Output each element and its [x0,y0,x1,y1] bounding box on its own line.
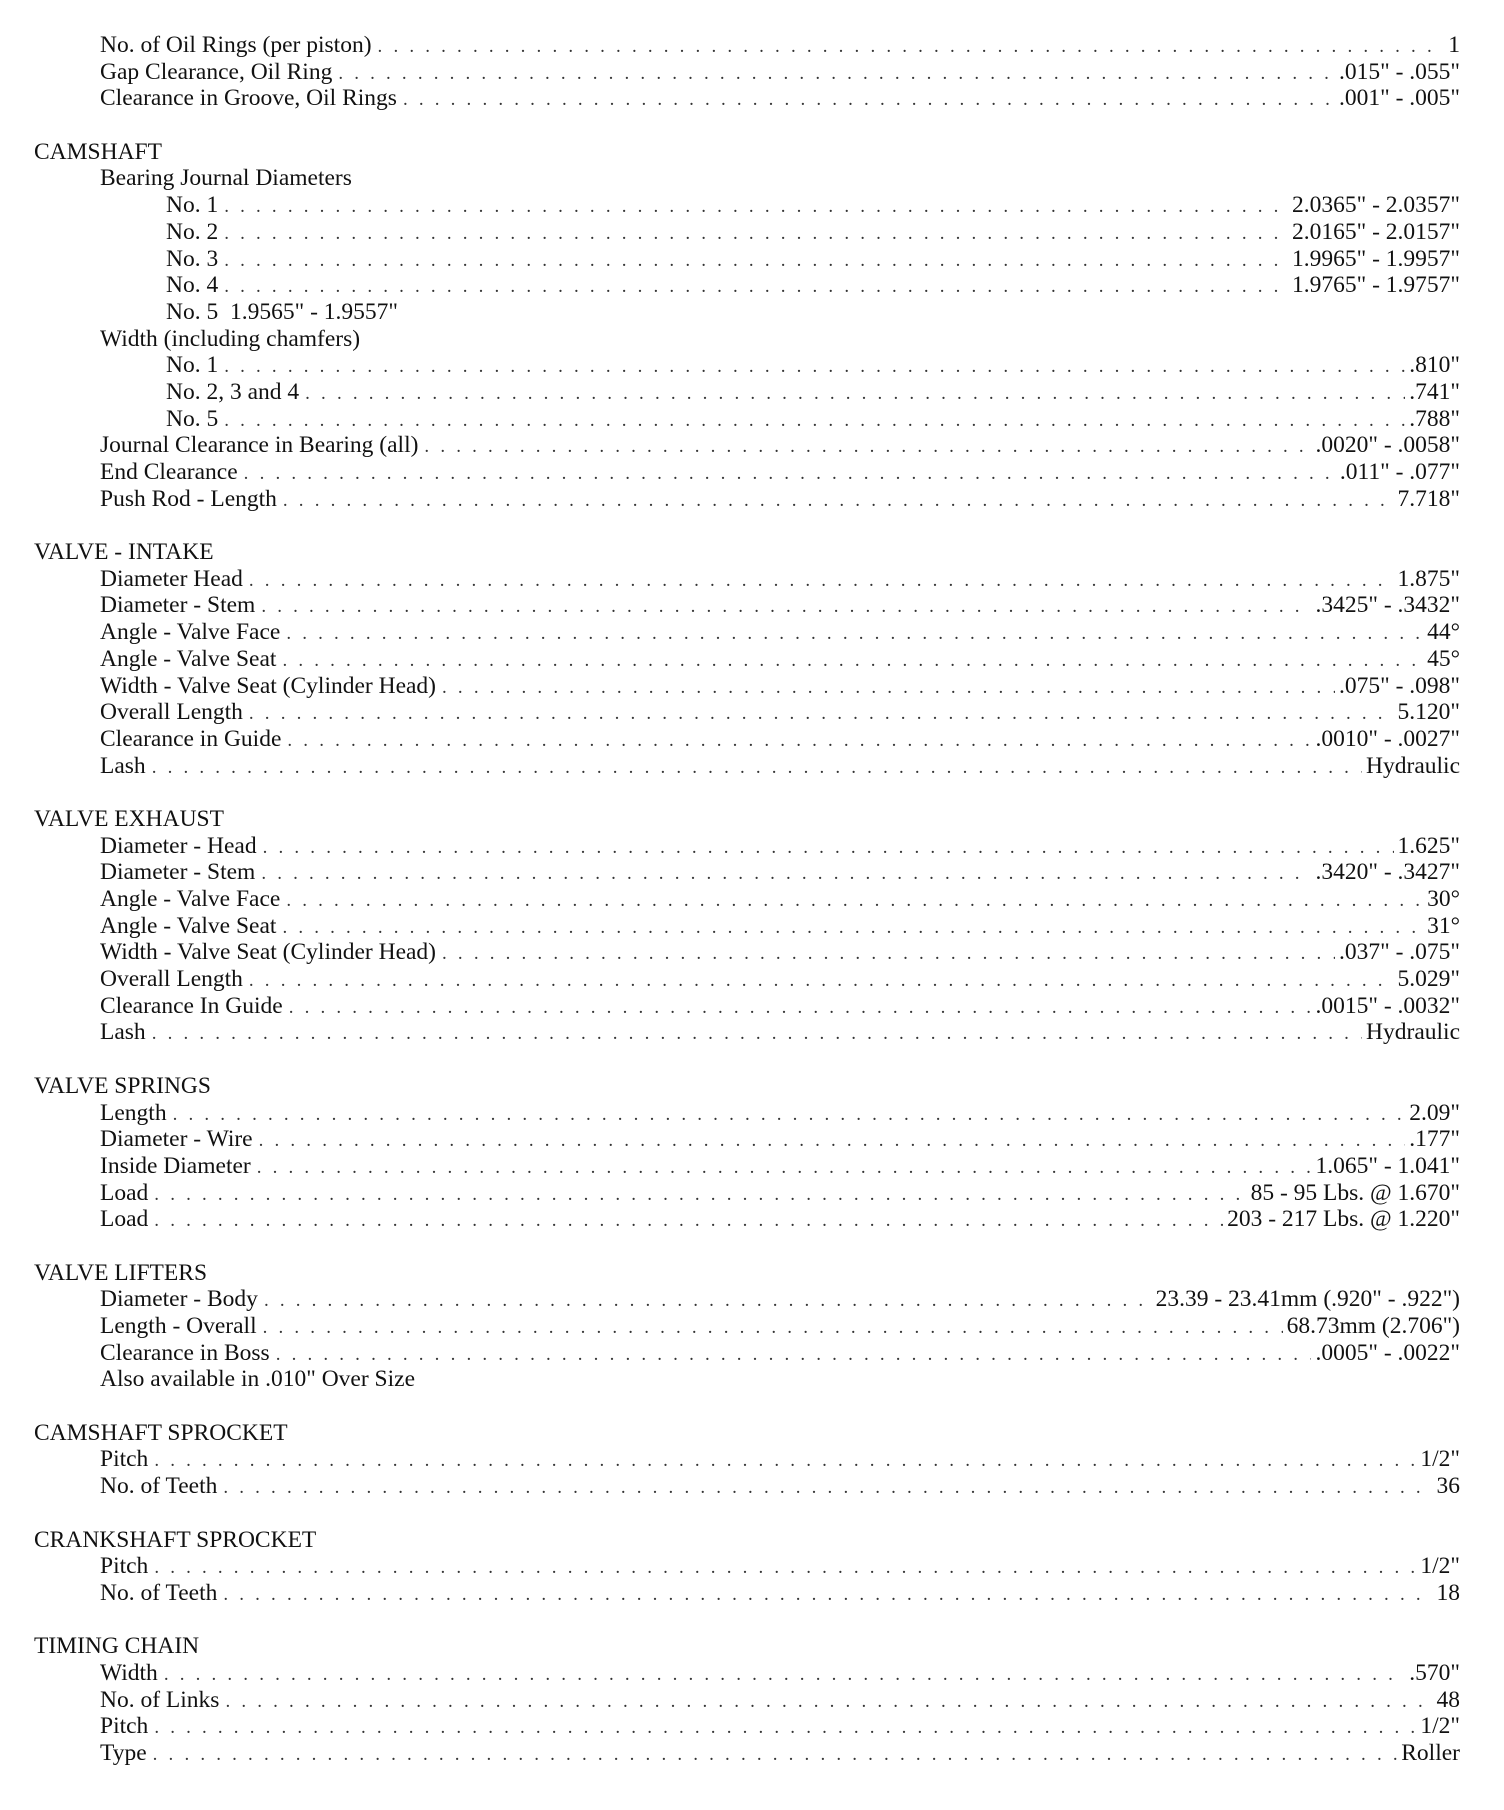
dot-leader [378,34,1445,61]
spec-value: Hydraulic [1366,752,1460,779]
spec-value: 1/2" [1420,1713,1460,1740]
spec-label: End Clearance [100,459,238,485]
note-text: Also available in .010" Over Size [100,1366,416,1393]
subsection-label [34,326,1460,353]
spec-row [34,913,1460,940]
spec-label: Width - Valve Seat (Cylinder Head) [100,939,437,966]
spec-value: 85 - 95 Lbs. @ 1.670" [1250,1179,1460,1206]
spec-row [34,1153,1460,1180]
section-gap [34,1393,1460,1420]
spec-value: .810" [1409,352,1460,379]
dot-leader [264,1288,1152,1315]
spec-row [34,886,1460,913]
dot-leader [442,941,1335,968]
spec-row [34,966,1460,993]
spec-row [34,1660,1460,1687]
section-gap [34,512,1460,539]
spec-row [34,1100,1460,1127]
dot-leader [261,594,1311,621]
spec-value: .075" - .098" [1338,672,1460,699]
spec-label: No. 1 [166,352,219,379]
dot-leader [154,1208,1223,1235]
spec-row [34,993,1460,1020]
dot-leader [282,915,1423,942]
spec-value: .3420" - .3427" [1315,859,1460,886]
dot-leader [154,1555,1416,1582]
spec-label: Lash [100,1019,146,1046]
spec-row [34,1286,1460,1313]
spec-value: 45° [1427,645,1460,672]
spec-row [34,246,1460,273]
section-title-valve-springs: VALVE SPRINGS [34,1072,211,1099]
spec-value: 1.875" [1397,565,1460,592]
spec-row [34,1019,1460,1046]
dot-leader [224,408,1405,435]
spec-value: .177" [1409,1126,1460,1153]
spec-label: Pitch [100,1553,149,1580]
spec-label: Clearance In Guide [100,992,283,1019]
section-title-valve-exhaust: VALVE EXHAUST [34,805,224,832]
spec-value: 2.0365" - 2.0357" [1291,192,1460,219]
dot-leader [153,1742,1398,1769]
section-gap [34,1500,1460,1527]
spec-value: 30° [1427,886,1460,912]
spec-row [34,619,1460,646]
spec-row [34,1553,1460,1580]
dot-leader [244,461,1336,488]
spec-row [34,59,1460,86]
dot-leader [289,995,1312,1022]
spec-value: .037" - .075" [1338,939,1460,966]
spec-label: Clearance in Boss [100,1339,270,1366]
spec-row [34,673,1460,700]
spec-row [34,1473,1460,1500]
spec-row [34,486,1460,513]
spec-value: .741" [1409,378,1460,405]
dot-leader [287,728,1311,755]
spec-label: Angle - Valve Face [100,619,281,646]
spec-value: Roller [1401,1740,1460,1766]
spec-value: .011" - .077" [1339,459,1460,485]
spec-label: Length - Overall [100,1313,257,1339]
section-gap [34,112,1460,139]
dot-leader [261,861,1311,888]
spec-value: 1.625" [1397,832,1460,859]
section-title-valve-intake: VALVE - INTAKE [34,539,214,566]
spec-row [34,646,1460,673]
spec-row [34,32,1460,59]
spec-label: Diameter - Wire [100,1126,253,1153]
dot-leader [282,648,1423,675]
dot-leader [276,1342,1312,1369]
dot-leader [259,1128,1406,1155]
dot-leader [305,381,1405,408]
dot-leader [224,248,1288,275]
dot-leader [154,1182,1246,1209]
spec-value: 48 [1436,1686,1460,1713]
spec-value: 2.0165" - 2.0157" [1291,218,1460,245]
section-gap [34,1233,1460,1260]
spec-label: No. 5 [166,405,219,432]
spec-label: Inside Diameter [100,1152,251,1179]
spec-value: .3425" - .3432" [1315,592,1460,619]
spec-row [34,859,1460,886]
spec-row [34,219,1460,246]
spec-label: No. 5 [166,298,219,325]
dot-leader [224,354,1405,381]
spec-label: Angle - Valve Seat [100,645,277,672]
dot-leader [249,701,1394,728]
spec-value: 203 - 217 Lbs. @ 1.220" [1227,1206,1460,1233]
spec-row [34,1446,1460,1473]
spec-value: 5.029" [1397,966,1460,993]
spec-label: Angle - Valve Face [100,886,281,912]
spec-row [34,432,1460,459]
spec-label: Clearance in Guide [100,725,282,752]
spec-label: Diameter - Head [100,832,257,859]
spec-label: Angle - Valve Seat [100,912,277,939]
spec-label: Load [100,1206,149,1233]
spec-value: 1.9765" - 1.9757" [1291,272,1460,299]
spec-value: 1/2" [1420,1553,1460,1580]
spec-row [34,939,1460,966]
spec-row [34,592,1460,619]
spec-note [34,1366,1460,1393]
section-title-crankshaft-sprocket: CRANKSHAFT SPROCKET [34,1526,317,1553]
dot-leader [224,221,1288,248]
spec-label: Diameter Head [100,565,243,592]
spec-value: 36 [1436,1473,1460,1500]
spec-row [34,566,1460,593]
dot-leader [257,1155,1312,1182]
spec-label: No. 2, 3 and 4 [166,378,300,405]
spec-row [34,192,1460,219]
spec-value: 68.73mm (2.706") [1286,1313,1460,1339]
spec-value: Hydraulic [1366,1019,1460,1046]
spec-row [34,1740,1460,1767]
spec-label: Width (including chamfers) [100,325,361,352]
spec-value: .0020" - .0058" [1315,432,1460,459]
spec-label: Diameter - Stem [100,592,256,619]
spec-label: Pitch [100,1446,149,1473]
dot-leader [403,87,1335,114]
spec-value: .570" [1409,1659,1460,1686]
spec-value: .0010" - .0027" [1315,725,1460,752]
spec-row [34,379,1460,406]
spec-label: Width - Valve Seat (Cylinder Head) [100,672,437,699]
spec-label: Type [100,1740,147,1766]
spec-value: 18 [1436,1579,1460,1606]
spec-label: Load [100,1179,149,1206]
spec-label: Pitch [100,1713,149,1740]
spec-row [34,726,1460,753]
spec-value: 1 [1448,32,1460,58]
spec-row [34,85,1460,112]
dot-leader [223,1582,1432,1609]
spec-value: 7.718" [1397,485,1460,512]
spec-label: Journal Clearance in Bearing (all) [100,432,419,459]
spec-label: No. 3 [166,245,219,272]
dot-leader [152,1021,1362,1048]
dot-leader [224,274,1288,301]
section-gap [34,779,1460,806]
spec-row [34,1580,1460,1607]
section-title-camshaft-sprocket: CAMSHAFT SPROCKET [34,1419,288,1446]
dot-leader [164,1662,1405,1689]
spec-label: Clearance in Groove, Oil Rings [100,85,397,112]
spec-row [34,753,1460,780]
dot-leader [263,835,1394,862]
spec-row [34,299,1460,326]
spec-row [34,699,1460,726]
spec-row [34,1687,1460,1714]
dot-leader [173,1102,1406,1129]
dot-leader [286,888,1423,915]
spec-label: No. of Teeth [100,1473,218,1500]
section-title-valve-lifters: VALVE LIFTERS [34,1259,208,1286]
dot-leader [154,1448,1416,1475]
spec-value: .001" - .005" [1338,85,1460,112]
spec-value: .788" [1409,405,1460,432]
spec-value: 44° [1427,619,1460,646]
section-title-timing-chain: TIMING CHAIN [34,1633,200,1660]
spec-row [34,1713,1460,1740]
spec-label: No. of Teeth [100,1579,218,1606]
spec-row [34,1313,1460,1340]
spec-value: 5.120" [1397,699,1460,726]
dot-leader [286,621,1423,648]
spec-label: Diameter - Stem [100,859,256,886]
dot-leader [263,1315,1283,1342]
spec-value: 31° [1427,912,1460,939]
dot-leader [249,568,1394,595]
spec-label: No. 4 [166,272,219,299]
spec-label: Gap Clearance, Oil Ring [100,58,333,85]
dot-leader [283,488,1394,515]
spec-row [34,1180,1460,1207]
spec-label: No. 1 [166,192,219,219]
dot-leader [442,675,1335,702]
dot-leader [424,434,1311,461]
spec-label: Overall Length [100,966,243,993]
spec-row [34,352,1460,379]
spec-value: .015" - .055" [1338,58,1460,85]
dot-leader [249,968,1394,995]
spec-label: Push Rod - Length [100,485,277,512]
spec-row [34,272,1460,299]
spec-label: Length [100,1099,167,1126]
spec-row [34,1340,1460,1367]
dot-leader [223,1475,1432,1502]
dot-leader [224,194,1288,221]
dot-leader [154,1715,1416,1742]
spec-value: 1.065" - 1.041" [1315,1152,1460,1179]
spec-value: 1/2" [1420,1446,1460,1473]
section-gap [34,1607,1460,1634]
spec-value: 23.39 - 23.41mm (.920" - .922") [1155,1286,1460,1313]
spec-row [34,1206,1460,1233]
spec-content [34,32,1460,1767]
spec-label: Width [100,1659,158,1686]
section-gap [34,1046,1460,1073]
spec-value: 2.09" [1409,1099,1460,1126]
spec-value: 1.9565" - 1.9557" [229,298,398,325]
spec-row [34,459,1460,486]
spec-value: .0005" - .0022" [1315,1339,1460,1366]
spec-value: 1.9965" - 1.9957" [1291,245,1460,272]
spec-label: No. 2 [166,218,219,245]
spec-label: No. of Oil Rings (per piston) [100,32,372,58]
spec-label: No. of Links [100,1686,220,1713]
spec-label: Lash [100,752,146,779]
subsection-label [34,165,1460,192]
spec-row [34,1126,1460,1153]
dot-leader [338,61,1335,88]
spec-label: Overall Length [100,699,243,726]
spec-row [34,833,1460,860]
spec-label: Bearing Journal Diameters [100,165,352,192]
dot-leader [225,1689,1432,1716]
dot-leader [152,755,1362,782]
section-title-camshaft: CAMSHAFT [34,138,162,165]
spec-row [34,406,1460,433]
spec-value: .0015" - .0032" [1315,992,1460,1019]
spec-label: Diameter - Body [100,1286,258,1313]
